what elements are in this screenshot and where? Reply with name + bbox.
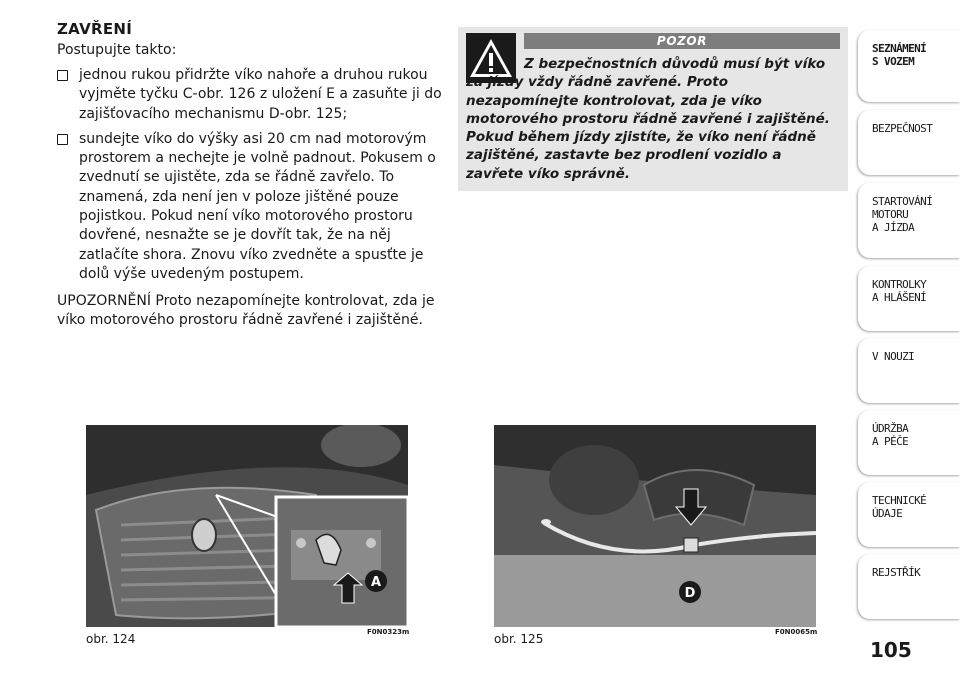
figure-prop-rod xyxy=(494,425,816,627)
tab-startovani[interactable]: STARTOVÁNÍ MOTORU A JÍZDA xyxy=(858,183,960,258)
figure-code: F0N0065m xyxy=(775,628,818,636)
checkbox-bullet-icon xyxy=(57,134,68,145)
figure-code: F0N0323m xyxy=(367,628,410,636)
marker-label: D xyxy=(684,586,696,601)
tab-rejstrik[interactable]: REJSTŘÍK xyxy=(858,554,960,619)
warning-text: Z bezpečnostních důvodů musí být víko za jízdy vždy řádně zavřené. Proto nezapomínejte kontrolovat, zda je víko motorového prostoru řádně zavřené i zajištěné. Pokud během jízdy zjistíte, že víko není řádně zajištěné, zastavte bez prodlení vozidlo a zavřete víko správně. xyxy=(466,56,830,182)
main-text xyxy=(57,20,445,330)
tab-v-nouzi[interactable]: V NOUZI xyxy=(858,338,960,403)
figure-hood-release xyxy=(86,425,408,627)
checkbox-bullet-icon xyxy=(57,70,68,81)
section-heading: ZAVŘENÍ xyxy=(57,20,133,38)
figure-caption: obr. 124 xyxy=(86,632,136,646)
tab-udrzba[interactable]: ÚDRŽBA A PÉČE xyxy=(858,410,960,475)
tab-technicke[interactable]: TECHNICKÉ ÚDAJE xyxy=(858,482,960,547)
note-text: UPOZORNĚNÍ Proto nezapomínejte kontrolovat, zda je víko motorového prostoru řádně zavřené i zajištěné. xyxy=(57,293,435,329)
warning-title: POZOR xyxy=(524,33,840,49)
bullet-text: sundejte víko do výšky asi 20 cm nad motorovým prostorem a nechejte je volně padnout. Pokusem o zvednutí se ujistěte, zda se řádně zavřelo. To znamená, zda není jen v poloze jištěné pouze pojistkou. Pokud není víko motorového prostoru dovřené, nesnažte se je dovřít tak, že na něj zatlačíte shora. Znovu víko zvedněte a spusťte je dolů výše uvedeným postupem. xyxy=(79,130,436,282)
tab-seznameni[interactable]: SEZNÁMENÍ S VOZEM xyxy=(858,30,960,102)
bullet-text: jednou rukou přidržte víko nahoře a druhou rukou vyjměte tyčku C-obr. 126 z uložení E a zasuňte ji do zajišťovacího mechanismu D-obr. 125; xyxy=(79,67,442,122)
tab-kontrolky[interactable]: KONTROLKY A HLÁŠENÍ xyxy=(858,266,960,331)
warning-box xyxy=(458,27,848,191)
figure-caption: obr. 125 xyxy=(494,632,544,646)
list-item xyxy=(57,130,445,284)
marker-label: A xyxy=(370,575,382,590)
tab-bezpecnost[interactable]: BEZPEČNOST xyxy=(858,110,960,175)
page-number: 105 xyxy=(870,638,912,662)
list-item xyxy=(57,66,445,124)
intro-text: Postupujte takto: xyxy=(57,42,177,58)
